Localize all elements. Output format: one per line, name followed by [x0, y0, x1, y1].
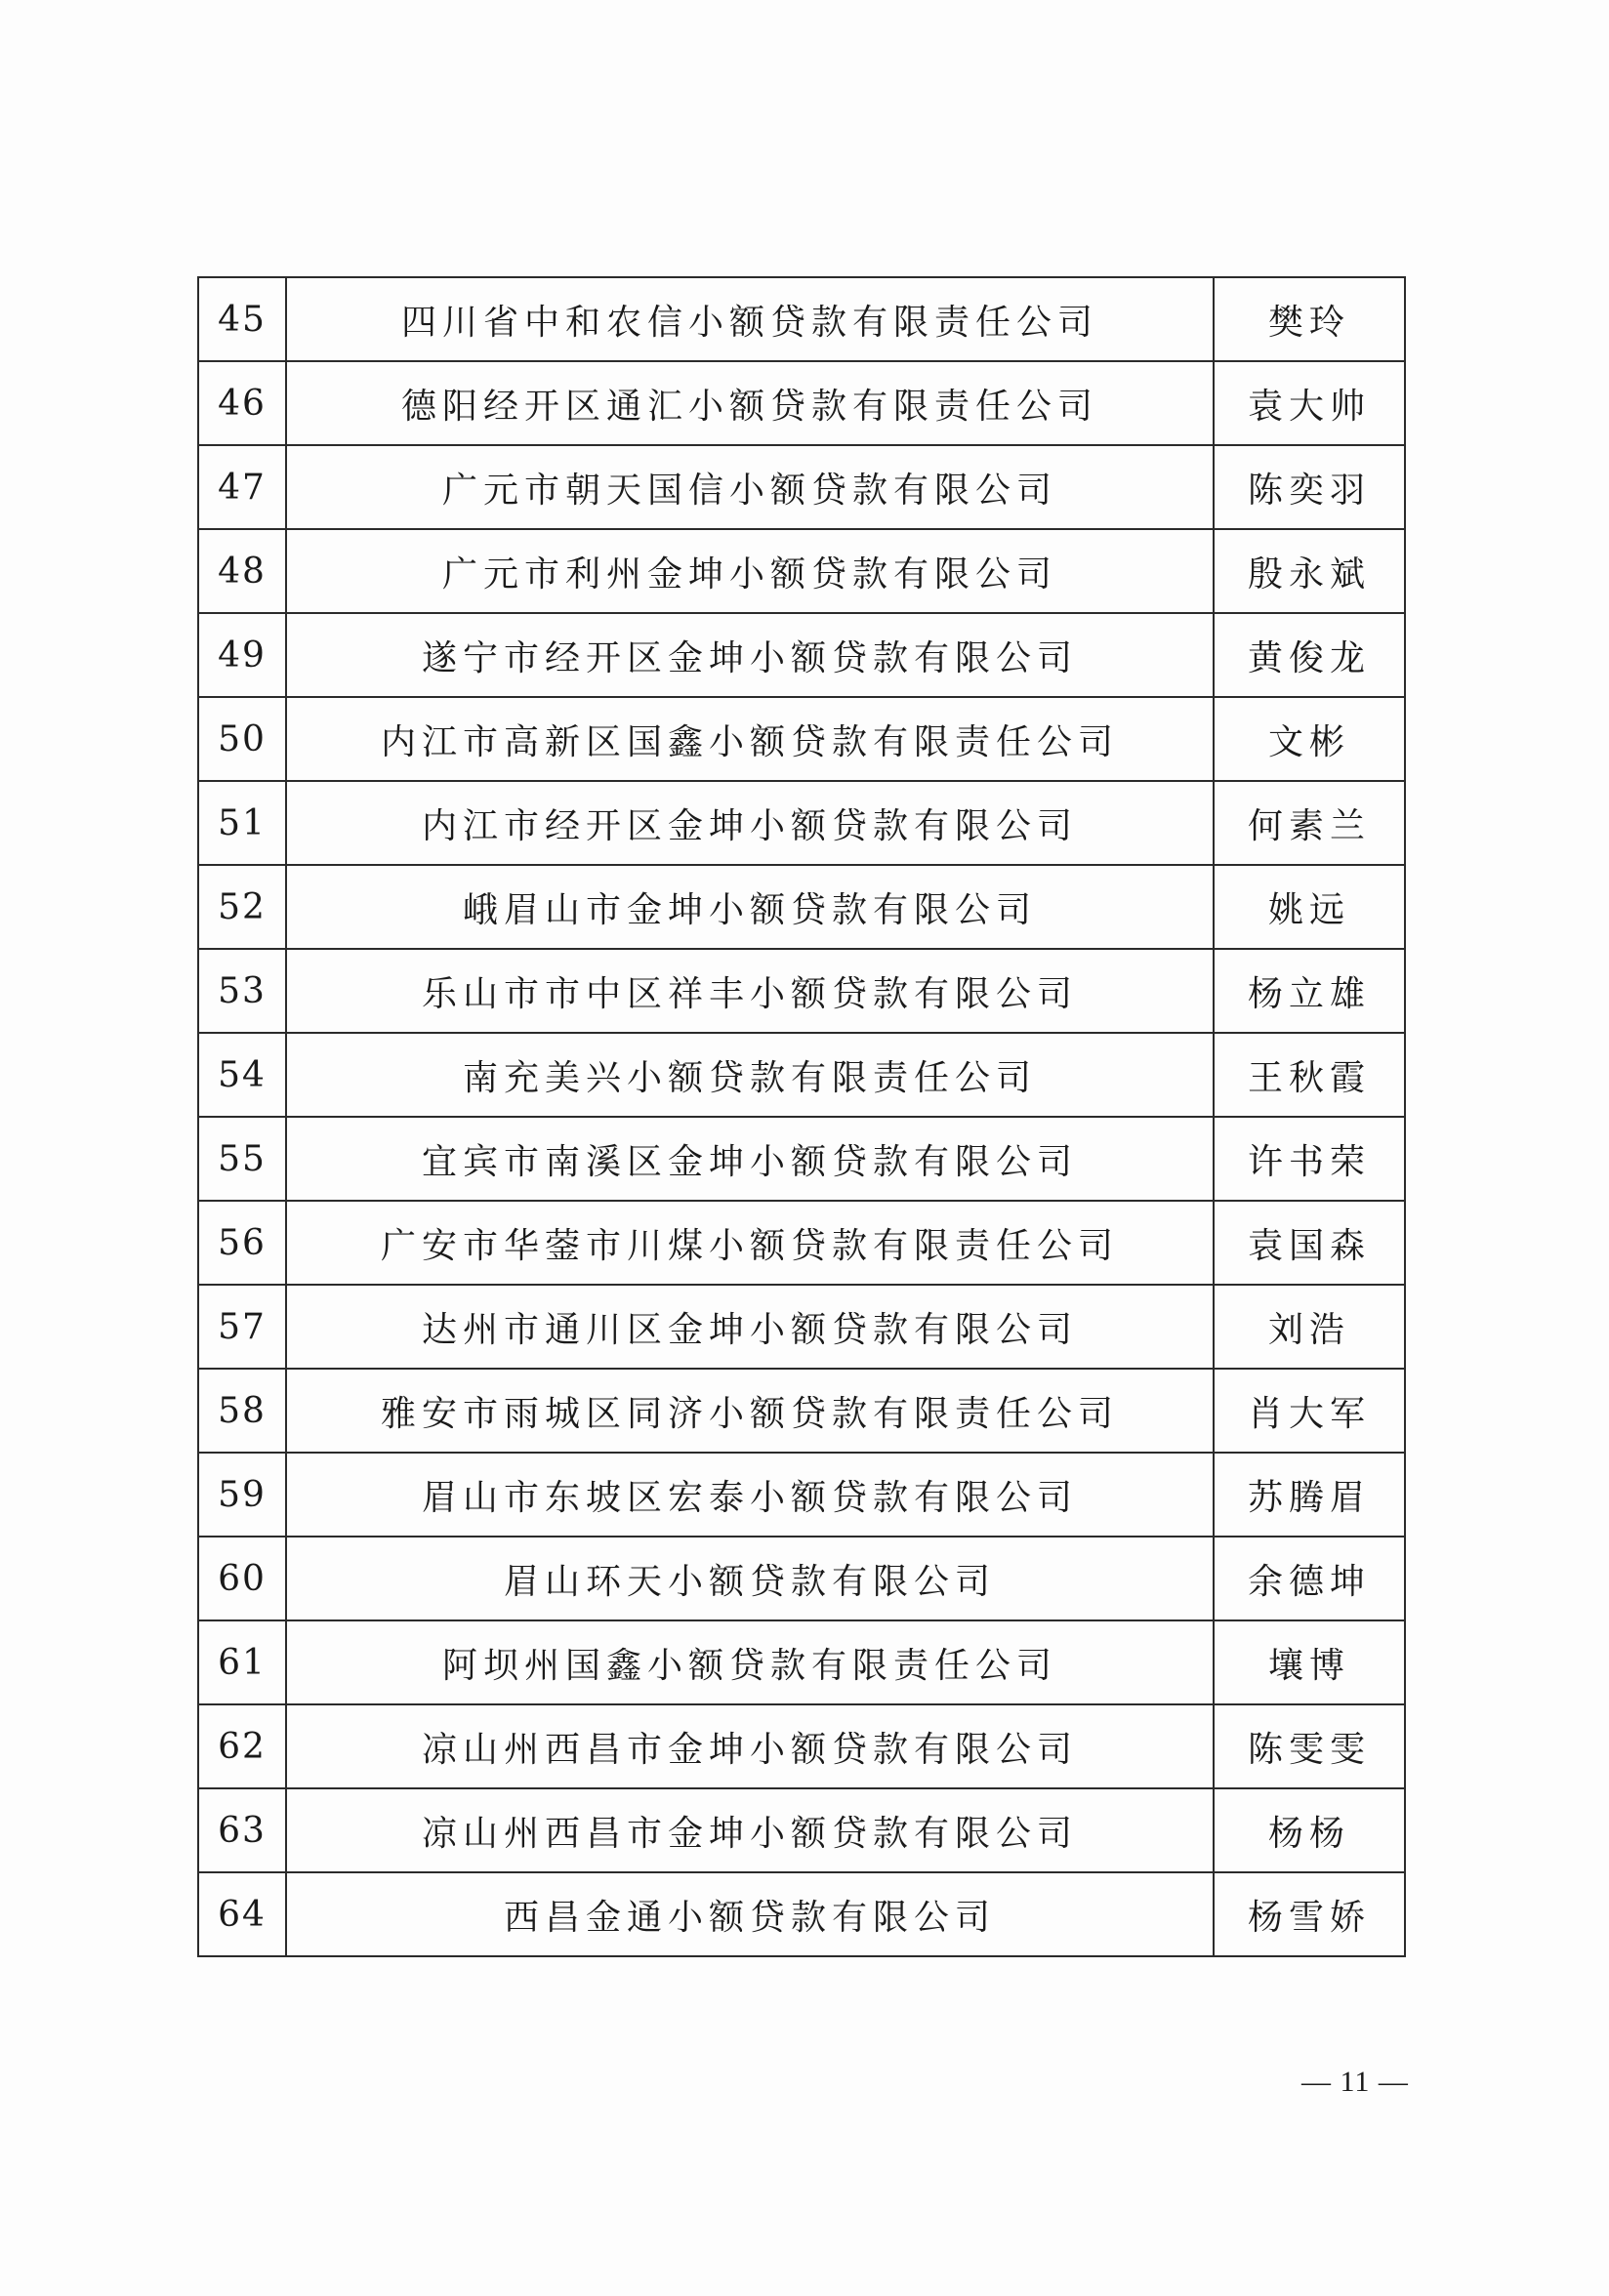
row-number-cell: 61 — [198, 1620, 286, 1704]
contact-name-cell: 许书荣 — [1214, 1117, 1405, 1201]
contact-name-cell: 何素兰 — [1214, 781, 1405, 865]
table-row — [198, 949, 1405, 1033]
contact-name-cell: 陈奕羽 — [1214, 445, 1405, 529]
contact-name-cell: 杨立雄 — [1214, 949, 1405, 1033]
company-name-cell: 阿坝州国鑫小额贷款有限责任公司 — [286, 1620, 1214, 1704]
company-name-cell: 乐山市市中区祥丰小额贷款有限公司 — [286, 949, 1214, 1033]
roster-table-body — [198, 277, 1405, 1956]
contact-name-cell: 樊玲 — [1214, 277, 1405, 361]
table-row — [198, 1117, 1405, 1201]
page-number: — 11 — — [1301, 2066, 1409, 2098]
row-number-cell: 49 — [198, 613, 286, 697]
company-name-cell: 凉山州西昌市金坤小额贷款有限公司 — [286, 1704, 1214, 1788]
contact-name-cell: 袁国森 — [1214, 1201, 1405, 1285]
row-number-cell: 59 — [198, 1453, 286, 1537]
contact-name-cell: 王秋霞 — [1214, 1033, 1405, 1117]
contact-name-cell: 黄俊龙 — [1214, 613, 1405, 697]
row-number-cell: 46 — [198, 361, 286, 445]
company-name-cell: 四川省中和农信小额贷款有限责任公司 — [286, 277, 1214, 361]
table-row — [198, 361, 1405, 445]
row-number-cell: 54 — [198, 1033, 286, 1117]
company-name-cell: 遂宁市经开区金坤小额贷款有限公司 — [286, 613, 1214, 697]
table-row — [198, 781, 1405, 865]
table-row — [198, 1285, 1405, 1369]
company-name-cell: 德阳经开区通汇小额贷款有限责任公司 — [286, 361, 1214, 445]
company-name-cell: 广安市华蓥市川煤小额贷款有限责任公司 — [286, 1201, 1214, 1285]
row-number-cell: 52 — [198, 865, 286, 949]
row-number-cell: 60 — [198, 1537, 286, 1620]
company-name-cell: 眉山环天小额贷款有限公司 — [286, 1537, 1214, 1620]
row-number-cell: 48 — [198, 529, 286, 613]
row-number-cell: 56 — [198, 1201, 286, 1285]
table-row — [198, 613, 1405, 697]
row-number-cell: 47 — [198, 445, 286, 529]
table-row — [198, 1704, 1405, 1788]
contact-name-cell: 杨雪娇 — [1214, 1872, 1405, 1956]
company-name-cell: 雅安市雨城区同济小额贷款有限责任公司 — [286, 1369, 1214, 1453]
company-name-cell: 峨眉山市金坤小额贷款有限公司 — [286, 865, 1214, 949]
table-row — [198, 1537, 1405, 1620]
company-name-cell: 宜宾市南溪区金坤小额贷款有限公司 — [286, 1117, 1214, 1201]
row-number-cell: 55 — [198, 1117, 286, 1201]
contact-name-cell: 杨杨 — [1214, 1788, 1405, 1872]
row-number-cell: 64 — [198, 1872, 286, 1956]
contact-name-cell: 姚远 — [1214, 865, 1405, 949]
contact-name-cell: 刘浩 — [1214, 1285, 1405, 1369]
row-number-cell: 63 — [198, 1788, 286, 1872]
row-number-cell: 45 — [198, 277, 286, 361]
row-number-cell: 62 — [198, 1704, 286, 1788]
company-name-cell: 凉山州西昌市金坤小额贷款有限公司 — [286, 1788, 1214, 1872]
table-row — [198, 1201, 1405, 1285]
row-number-cell: 51 — [198, 781, 286, 865]
company-name-cell: 达州市通川区金坤小额贷款有限公司 — [286, 1285, 1214, 1369]
table-row — [198, 277, 1405, 361]
contact-name-cell: 袁大帅 — [1214, 361, 1405, 445]
company-name-cell: 西昌金通小额贷款有限公司 — [286, 1872, 1214, 1956]
table-row — [198, 445, 1405, 529]
table-row — [198, 1033, 1405, 1117]
company-name-cell: 内江市高新区国鑫小额贷款有限责任公司 — [286, 697, 1214, 781]
company-name-cell: 广元市朝天国信小额贷款有限公司 — [286, 445, 1214, 529]
roster-table — [197, 276, 1406, 1957]
table-row — [198, 1872, 1405, 1956]
company-name-cell: 内江市经开区金坤小额贷款有限公司 — [286, 781, 1214, 865]
contact-name-cell: 壤博 — [1214, 1620, 1405, 1704]
row-number-cell: 58 — [198, 1369, 286, 1453]
table-row — [198, 1453, 1405, 1537]
table-row — [198, 1620, 1405, 1704]
contact-name-cell: 苏腾眉 — [1214, 1453, 1405, 1537]
contact-name-cell: 肖大军 — [1214, 1369, 1405, 1453]
row-number-cell: 53 — [198, 949, 286, 1033]
company-name-cell: 广元市利州金坤小额贷款有限公司 — [286, 529, 1214, 613]
table-row — [198, 865, 1405, 949]
contact-name-cell: 余德坤 — [1214, 1537, 1405, 1620]
contact-name-cell: 陈雯雯 — [1214, 1704, 1405, 1788]
row-number-cell: 57 — [198, 1285, 286, 1369]
company-name-cell: 南充美兴小额贷款有限责任公司 — [286, 1033, 1214, 1117]
table-row — [198, 1369, 1405, 1453]
row-number-cell: 50 — [198, 697, 286, 781]
contact-name-cell: 殷永斌 — [1214, 529, 1405, 613]
table-row — [198, 1788, 1405, 1872]
table-row — [198, 529, 1405, 613]
contact-name-cell: 文彬 — [1214, 697, 1405, 781]
company-name-cell: 眉山市东坡区宏泰小额贷款有限公司 — [286, 1453, 1214, 1537]
table-row — [198, 697, 1405, 781]
